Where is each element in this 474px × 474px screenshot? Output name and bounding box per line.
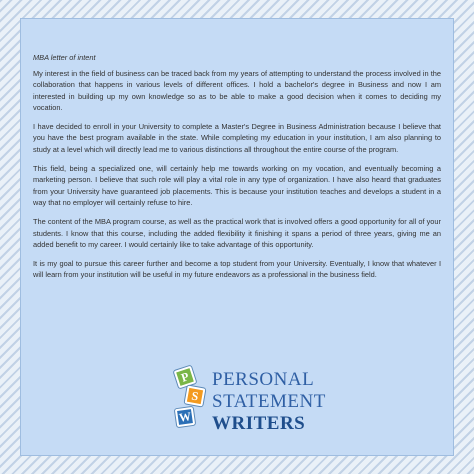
letter-paragraph-1: My interest in the field of business can be traced back from my years of attempting to understand the process involved in the collaboration that happens in various levels of different offices. I hold a bachelor's degree in Business and now I am interested in building up my own knowledge so as to be able to make a good decision when it comes to deciding my vocation. bbox=[33, 69, 441, 112]
logo-text-writers: WRITERS bbox=[212, 413, 306, 434]
logo-block-p: P bbox=[174, 366, 197, 389]
letter-paragraph-4: The content of the MBA program course, as well as the practical work that is involved offers a good opportunity for all of your students. I know that this course, including the added flexibility it finishing it spans a period of three years, giving me an added benefit to my career. I would certainly like to take advantage of this opportunity. bbox=[33, 217, 441, 249]
logo-text-statement: STATEMENT bbox=[212, 391, 326, 412]
letter-paragraph-2: I have decided to enroll in your University to complete a Master's Degree in Business Administration because I believe that you have the best program available in the state. While completing my education in your institution, I am also planning to study at a level which will directly lead me to various distinctions all throughout the entire course of the program. bbox=[33, 122, 441, 154]
logo-block-s: S bbox=[185, 386, 206, 407]
personal-statement-writers-logo bbox=[168, 362, 348, 440]
logo-text-personal: PERSONAL bbox=[212, 369, 315, 390]
letter-paragraph-5: It is my goal to pursue this career further and become a top student from your University. Eventually, I know that whatever I will learn from your institution will be useful in my future endeavors as a professional in the business field. bbox=[33, 259, 441, 280]
letter-page bbox=[20, 18, 454, 456]
logo-blocks bbox=[174, 368, 214, 440]
letter-paragraph-3: This field, being a specialized one, will certainly help me towards working on my vocation, and eventually becoming a marketing person. I believe that such role will play a vital role in any type of organization. I have also heard that graduates from your University have guaranteed job placements. This is because your institution teaches and develops a student in a way that no employer will certainly refuse to hire. bbox=[33, 164, 441, 207]
logo-block-w: W bbox=[175, 407, 195, 427]
letter-heading: MBA letter of intent bbox=[33, 53, 96, 62]
